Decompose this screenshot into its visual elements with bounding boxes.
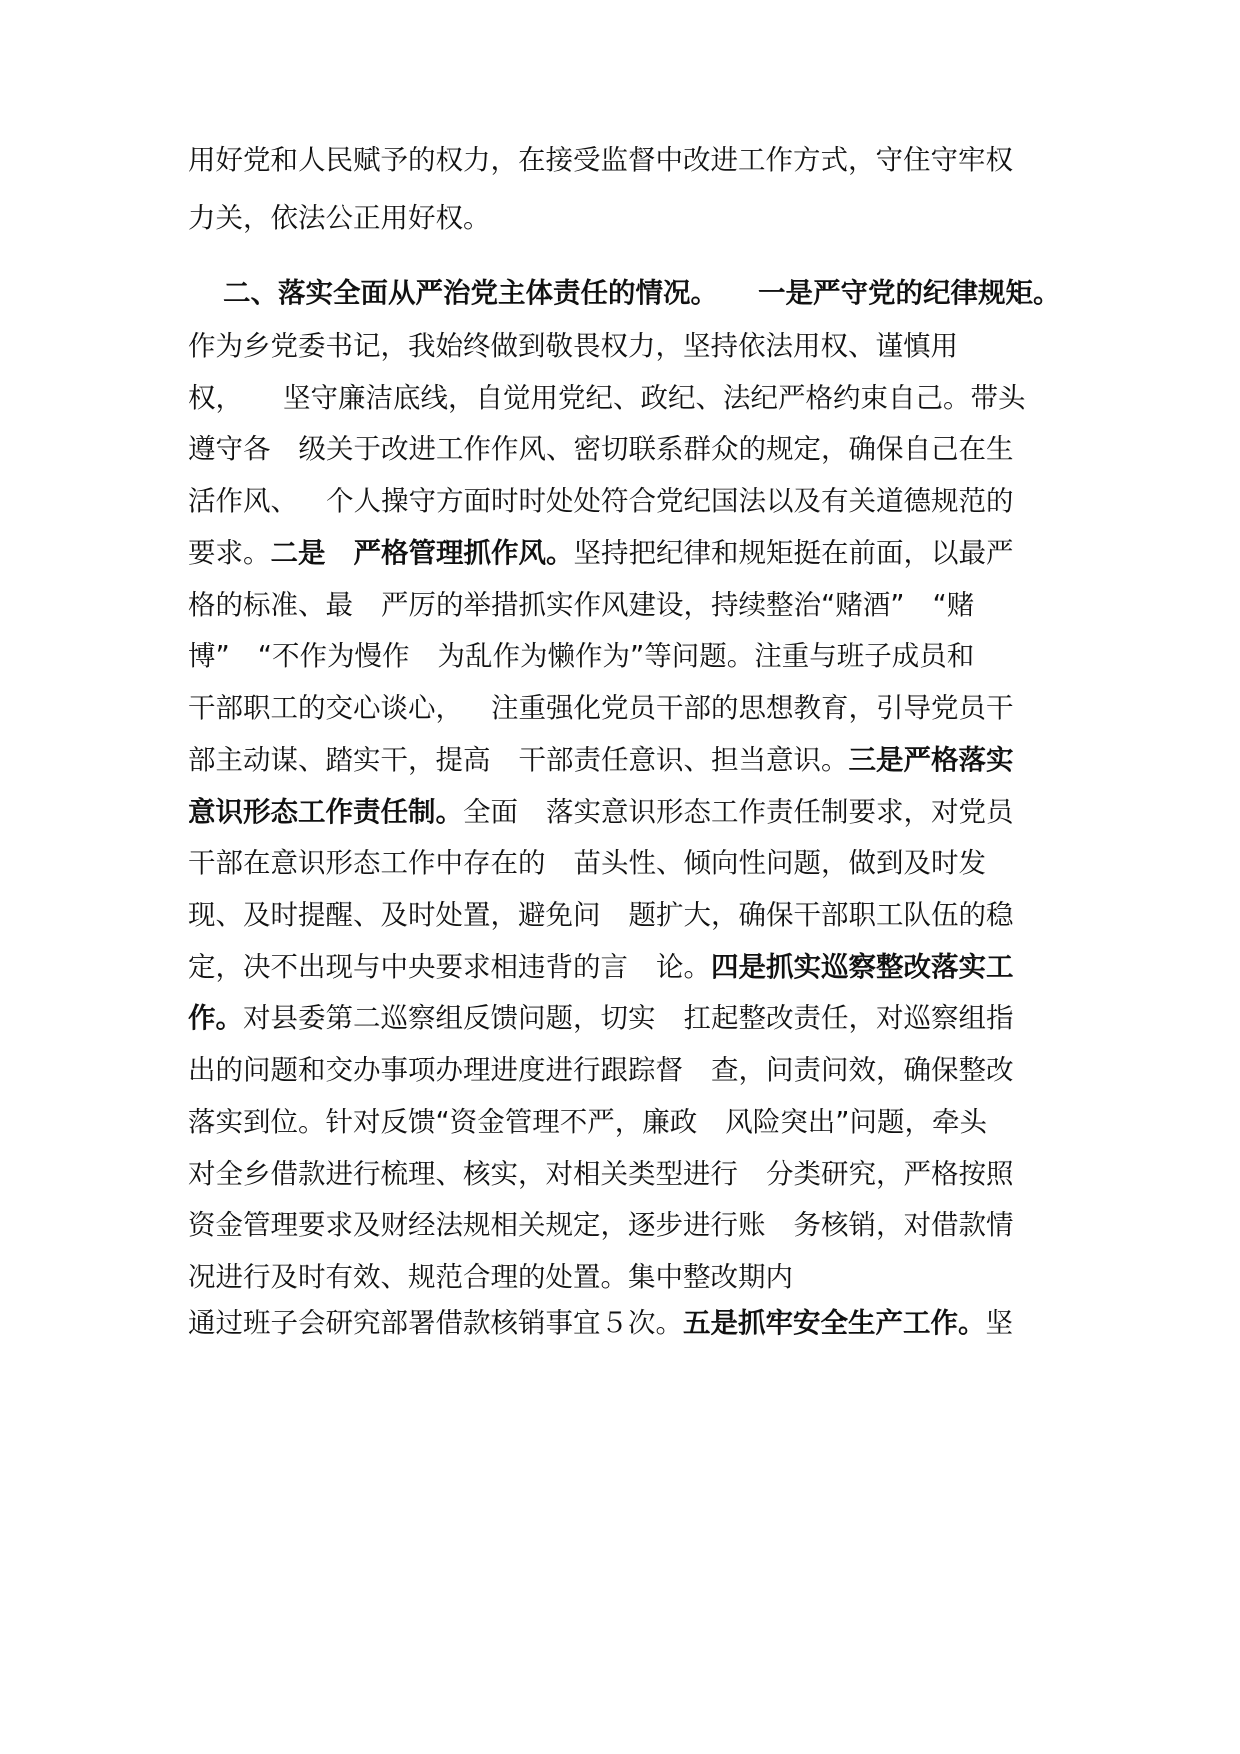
body-text: 现、及时提醒、及时处置，避免问 [188,899,601,931]
paragraph-line [188,142,1068,178]
point-title: 一是严守党的纪律规矩。 [758,277,1061,309]
body-text: 全面 [463,796,518,828]
body-text: 博” [188,640,230,672]
body-text: 遵守各 [188,433,271,465]
body-text: “不作为慢作 [257,640,410,672]
point-title: 意识形态工作责任制。 [188,796,463,828]
paragraph-line [188,897,1068,933]
body-text: 干部职工的交心谈心， [188,692,463,724]
body-text: 严厉的举措抓实作风建设，持续整治“赌酒” [381,589,905,621]
body-text: 扛起整改责任，对巡察组指 [683,1002,1014,1034]
body-text: 注重强化党员干部的思想教育，引导党员干 [491,692,1014,724]
body-text: 坚守廉洁底线，自觉用党纪、政纪、法纪严格约束自己。带头 [283,382,1026,414]
body-text: 作为乡党委书记，我始终做到敬畏权力，坚持依法用权、谨慎用 [188,330,958,362]
body-text: 资金管理要求及财经法规相关规定，逐步进行账 [188,1209,766,1241]
body-text: 对全乡借款进行梳理、核实，对相关类型进行 [188,1158,738,1190]
body-text: 力关，依法公正用好权。 [188,202,491,234]
paragraph-line [188,1104,1068,1140]
paragraph-line [188,1305,1068,1341]
paragraph-line [188,380,1068,416]
body-text: 题扩大，确保干部职工队伍的稳 [628,899,1014,931]
body-text: 要求。 [188,537,271,569]
body-text: 查，问责问效，确保整改 [711,1054,1014,1086]
paragraph-line [188,431,1068,467]
paragraph-line [188,1156,1068,1192]
point-title: 四是抓实巡察整改落实工 [711,951,1014,983]
paragraph-line [188,200,1068,236]
body-text: “赌 [932,589,975,621]
body-text: 出的问题和交办事项办理进度进行跟踪督 [188,1054,683,1086]
body-text: 苗头性、倾向性问题，做到及时发 [573,847,986,879]
point-title: 二是 [270,537,326,569]
body-text: 风险突出”问题，牵头 [725,1106,987,1138]
body-text: 格的标准、最 [188,589,353,621]
body-text: 权， [188,382,243,414]
body-text: 部主动谋、踏实干，提高 [188,744,491,776]
body-text: 干部责任意识、担当意识。 [518,744,849,776]
body-text: 落实到位。针对反馈“资金管理不严，廉政 [188,1106,698,1138]
section-heading [223,275,1103,311]
point-title: 三是严格落实 [848,744,1014,776]
body-text: 坚持把纪律和规矩挺在前面，以最严 [573,537,1014,569]
paragraph-line [188,1000,1068,1036]
body-text: 论。 [656,951,711,983]
body-text: 级关于改进工作作风、密切联系群众的规定，确保自己在生 [298,433,1014,465]
paragraph-line [188,690,1068,726]
point-title: 严格管理抓作风。 [353,537,574,569]
paragraph-line [188,1207,1068,1243]
paragraph-line [188,845,1068,881]
point-title: 作。 [188,1002,243,1034]
body-text: 个人操守方面时时处处符合党纪国法以及有关道德规范的 [326,485,1014,517]
body-text: 定，决不出现与中央要求相违背的言 [188,951,628,983]
paragraph-line [188,483,1068,519]
section-title: 二、落实全面从严治党主体责任的情况。 [223,277,718,309]
paragraph-line [188,1259,1068,1295]
paragraph-line [188,794,1068,830]
paragraph-line [188,535,1068,571]
body-text: 务核销，对借款情 [793,1209,1014,1241]
body-text: 活作风、 [188,485,298,517]
paragraph-line [188,1052,1068,1088]
paragraph-line [188,587,1068,623]
body-text: 为乱作为懒作为”等问题。注重与班子成员和 [437,640,975,672]
body-text: 对县委第二巡察组反馈问题，切实 [243,1002,656,1034]
body-text: 通过班子会研究部署借款核销事宜５次。 [188,1307,683,1339]
body-text: 分类研究，严格按照 [766,1158,1014,1190]
body-text: 干部在意识形态工作中存在的 [188,847,546,879]
body-text: 用好党和人民赋予的权力，在接受监督中改进工作方式，守住守牢权 [188,144,1013,176]
body-text: 坚 [985,1307,1013,1339]
paragraph-line [188,328,1068,364]
body-text: 落实意识形态工作责任制要求，对党员 [546,796,1014,828]
paragraph-line [188,742,1068,778]
body-text: 况进行及时有效、规范合理的处置。集中整改期内 [188,1261,793,1293]
paragraph-line [188,638,1068,674]
point-title: 五是抓牢安全生产工作。 [683,1307,986,1339]
paragraph-line [188,949,1068,985]
